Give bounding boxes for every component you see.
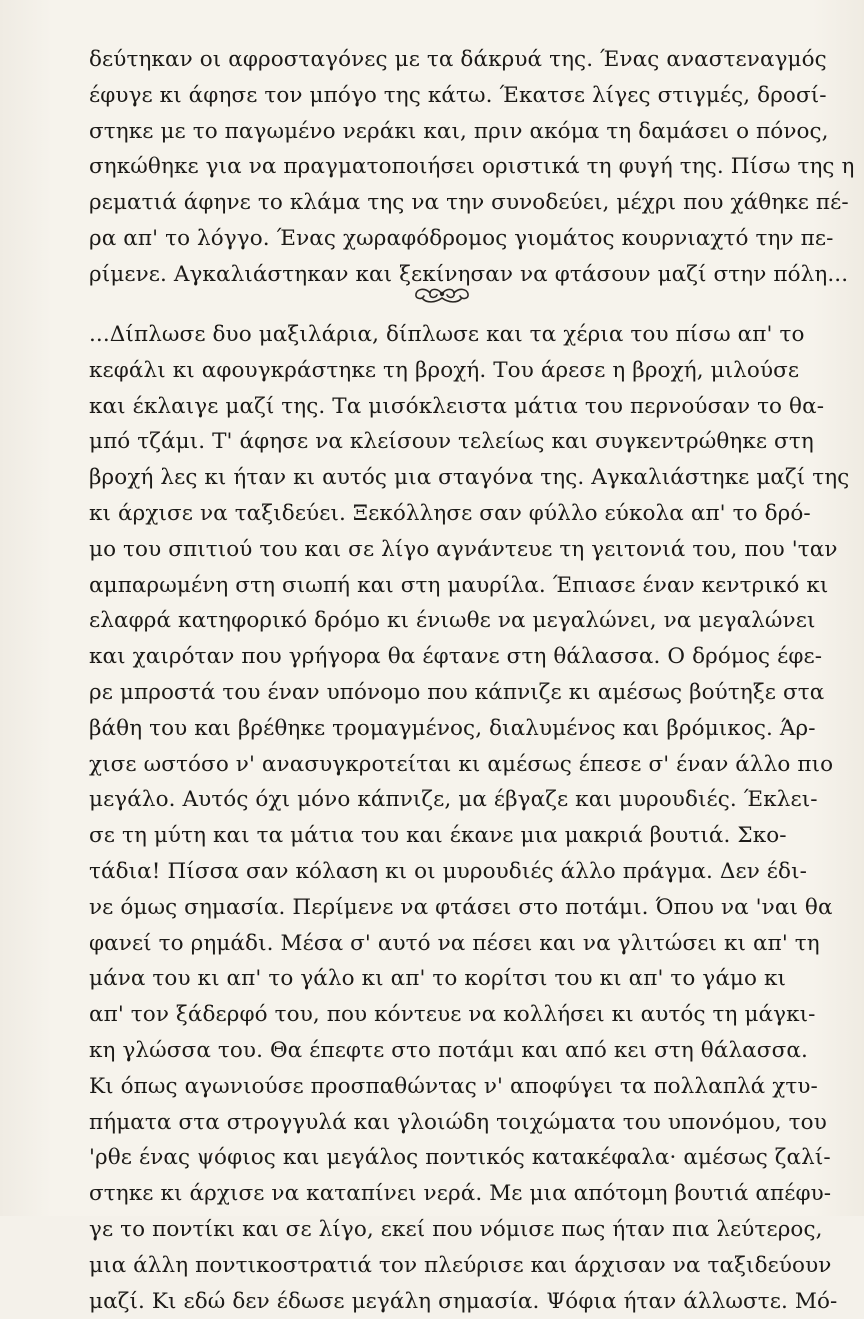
text-line: βάθη του και βρέθηκε τρομαγμένος, διαλυμένος και βρόμικος. Άρ-: [89, 715, 816, 741]
text-line: κεφάλι κι αφουγκράστηκε τη βροχή. Του άρεσε η βροχή, μιλούσε: [89, 357, 800, 383]
text-line: ...Δίπλωσε δυο μαξιλάρια, δίπλωσε και τα χέρια του πίσω απ' το: [89, 322, 805, 347]
text-line: γε το ποντίκι και σε λίγο, εκεί που νόμισε πως ήταν πια λεύτερος,: [89, 1216, 823, 1242]
text-line: μεγάλο. Αυτός όχι μόνο κάπνιζε, μα έβγαζε και μυρουδιές. Έκλει-: [89, 787, 818, 813]
text-line: μαζί. Κι εδώ δεν έδωσε μεγάλη σημασία. Ψόφια ήταν άλλωστε. Μό-: [89, 1288, 838, 1314]
text-line: μια άλλη ποντικοστρατιά τον πλεύρισε και άρχισαν να ταξιδεύουν: [89, 1252, 832, 1278]
text-line: μπό τζάμι. Τ' άφησε να κλείσουν τελείως και συγκεντρώθηκε στη: [89, 429, 814, 455]
text-line: και έκλαιγε μαζί της. Τα μισόκλειστα μάτια του περνούσαν το θα-: [89, 393, 825, 419]
text-line: χισε ωστόσο ν' ανασυγκροτείται κι αμέσως έπεσε σ' έναν άλλο πιο: [89, 751, 834, 777]
text-line: στηκε κι άρχισε να καταπίνει νερά. Με μια απότομη βουτιά απέφυ-: [89, 1181, 832, 1207]
text-line: κη γλώσσα του. Θα έπεφτε στο ποτάμι και από κει στη θάλασσα.: [89, 1037, 808, 1063]
text-line: και χαιρόταν που γρήγορα θα έφτανε στη θάλασσα. Ο δρόμος έφε-: [89, 644, 823, 670]
text-line: σηκώθηκε για να πραγματοποιήσει οριστικά τη φυγή της. Πίσω της η: [89, 154, 855, 180]
text-line: μάνα του κι απ' το γάλο κι απ' το κορίτσι του κι απ' το γάμο κι: [89, 966, 787, 992]
text-line: 'ρθε ένας ψόφιος και μεγάλος ποντικός κατακέφαλα· αμέσως ζαλί-: [89, 1145, 831, 1171]
text-line: απ' τον ξάδερφό του, που κόντευε να κολλήσει κι αυτός τη μάγκι-: [89, 1002, 816, 1028]
floral-ornament-icon: [411, 283, 473, 305]
text-line: Κι όπως αγωνιούσε προσπαθώντας ν' αποφύγει τα πολλαπλά χτυ-: [89, 1073, 818, 1099]
text-line: αμπαρωμένη στη σιωπή και στη μαυρίλα. Έπιασε έναν κεντρικό κι: [89, 572, 829, 598]
text-line: τάδια! Πίσσα σαν κόλαση κι οι μυρουδιές άλλο πράγμα. Δεν έδι-: [89, 858, 807, 884]
text-line: στηκε με το παγωμένο νεράκι και, πριν ακόμα τη δαμάσει ο πόνος,: [89, 118, 829, 144]
paragraph-1: [89, 42, 855, 293]
text-line: κι άρχισε να ταξιδεύει. Ξεκόλλησε σαν φύλλο εύκολα απ' το δρό-: [89, 500, 811, 526]
text-line: βροχή λες κι ήταν κι αυτός μια σταγόνα της. Αγκαλιάστηκε μαζί της: [89, 465, 850, 491]
text-line: πήματα στα στρογγυλά και γλοιώδη τοιχώματα του υπονόμου, του: [89, 1109, 827, 1135]
text-line: ρα απ' το λόγγο. Ένας χωραφόδρομος γιομάτος κουρνιαχτό την πε-: [89, 225, 834, 251]
text-line: νε όμως σημασία. Περίμενε να φτάσει στο ποτάμι. Όπου να 'ναι θα: [89, 894, 833, 920]
text-line: ρε μπροστά του έναν υπόνομο που κάπνιζε κι αμέσως βούτηξε στα: [89, 679, 825, 705]
text-line: δεύτηκαν οι αφροσταγόνες με τα δάκρυά της. Ένας αναστεναγμός: [89, 47, 827, 72]
text-line: ρίμενε. Αγκαλιάστηκαν και ξεκίνησαν να φτάσουν μαζί στην πόλη...: [89, 261, 849, 287]
text-line: ελαφρά κατηφορικό δρόμο κι ένιωθε να μεγαλώνει, να μεγαλώνει: [89, 608, 816, 634]
text-line: φανεί το ρημάδι. Μέσα σ' αυτό να πέσει και να γλιτώσει κι απ' τη: [89, 930, 820, 956]
paragraph-2: [89, 317, 850, 1319]
text-line: έφυγε κι άφησε τον μπόγο της κάτω. Έκατσε λίγες στιγμές, δροσί-: [89, 82, 827, 108]
text-line: ρεματιά άφηνε το κλάμα της να την συνοδεύει, μέχρι που χάθηκε πέ-: [89, 190, 849, 216]
text-line: μο του σπιτιού του και σε λίγο αγνάντευε τη γειτονιά του, που 'ταν: [89, 536, 838, 562]
text-line: σε τη μύτη και τα μάτια του και έκανε μια μακριά βουτιά. Σκο-: [89, 823, 787, 849]
